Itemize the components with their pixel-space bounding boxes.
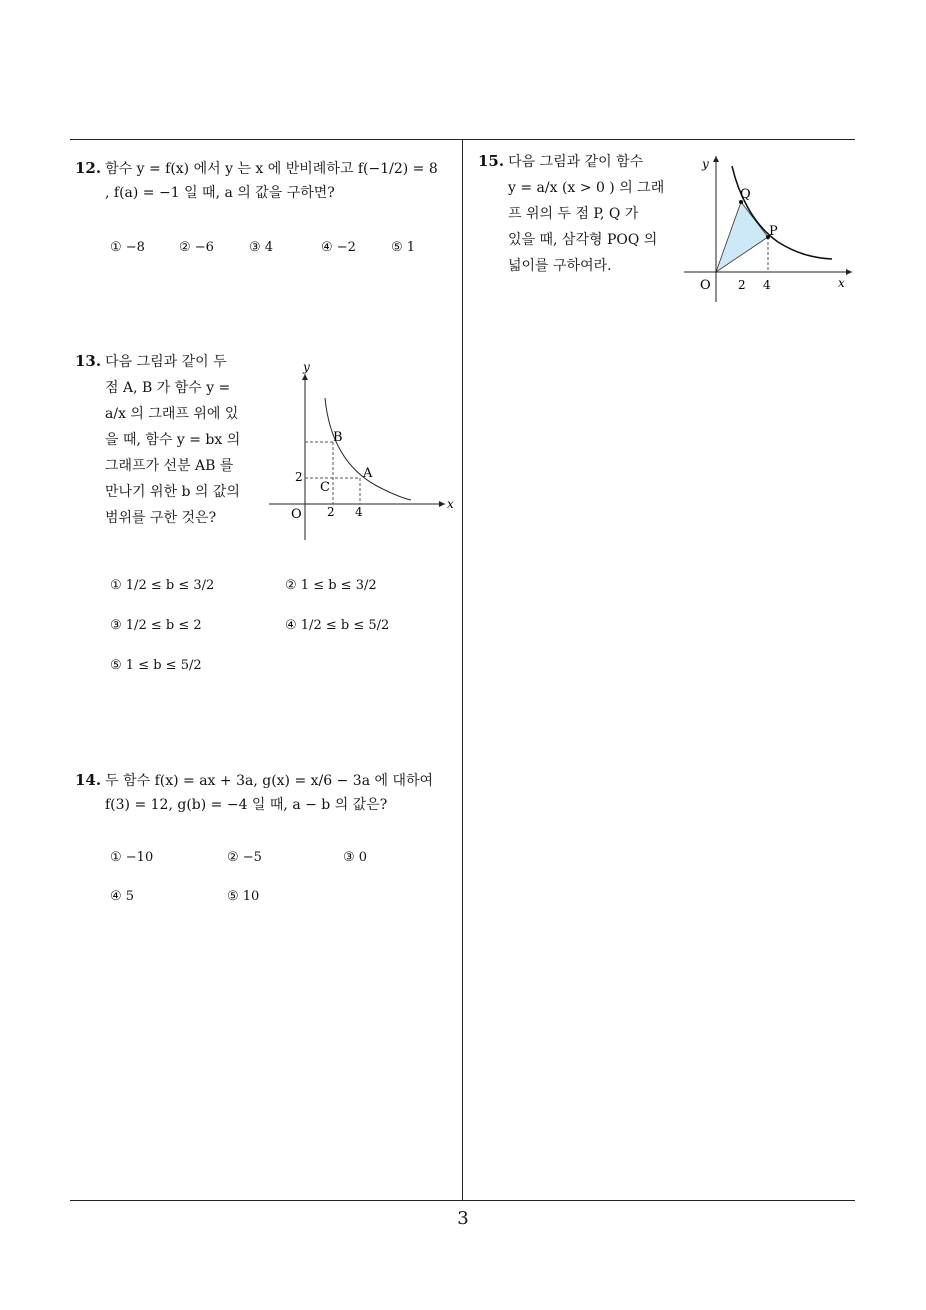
x-tick-4: 4 bbox=[763, 278, 771, 292]
page-number: 3 bbox=[457, 1208, 469, 1229]
question-number: 12. bbox=[75, 159, 102, 177]
choice-4[interactable]: ④ 5 bbox=[110, 889, 135, 904]
question-number: 15. bbox=[478, 152, 505, 170]
triangle-poq bbox=[716, 202, 768, 272]
choice-5[interactable]: ⑤ 10 bbox=[227, 889, 260, 904]
question-text-line2: , f(a) = −1 일 때, a 의 값을 구하면? bbox=[105, 185, 335, 201]
question-text-line: 만나기 위한 b 의 값의 bbox=[105, 484, 240, 500]
question-15 bbox=[478, 148, 673, 279]
question-text-line: 넓이를 구하여라. bbox=[508, 258, 612, 274]
point-p-label: P bbox=[769, 224, 778, 239]
choice-4[interactable]: ④ 1/2 ≤ b ≤ 5/2 bbox=[285, 618, 390, 633]
question-text-line: y = a/x (x > 0 ) 의 그래 bbox=[508, 180, 665, 196]
x-tick-4: 4 bbox=[355, 505, 363, 519]
origin-label: O bbox=[700, 278, 711, 293]
question-text-line: 그래프가 선분 AB 를 bbox=[105, 458, 234, 474]
choice-2[interactable]: ② −6 bbox=[179, 240, 214, 255]
choice-2[interactable]: ② −5 bbox=[227, 850, 262, 865]
choice-1[interactable]: ① 1/2 ≤ b ≤ 3/2 bbox=[110, 578, 215, 593]
question-text-line1: 두 함수 f(x) = ax + 3a, g(x) = x/6 − 3a 에 대하여 bbox=[105, 773, 434, 789]
question-text-line2: f(3) = 12, g(b) = −4 일 때, a − b 의 값은? bbox=[105, 797, 388, 813]
question-text-line: 다음 그림과 같이 함수 bbox=[508, 154, 644, 170]
choice-3[interactable]: ③ 4 bbox=[249, 240, 274, 255]
y-axis-label: y bbox=[303, 360, 310, 374]
choice-5[interactable]: ⑤ 1 bbox=[391, 240, 416, 255]
question-text-line: 범위를 구한 것은? bbox=[105, 510, 217, 526]
origin-label: O bbox=[291, 507, 302, 522]
question-number: 14. bbox=[75, 771, 102, 789]
point-q-label: Q bbox=[740, 187, 751, 202]
x-tick-2: 2 bbox=[327, 505, 335, 519]
q13-graph bbox=[267, 360, 457, 545]
point-c-label: C bbox=[320, 480, 330, 495]
choice-3[interactable]: ③ 1/2 ≤ b ≤ 2 bbox=[110, 618, 202, 633]
choice-5[interactable]: ⑤ 1 ≤ b ≤ 5/2 bbox=[110, 658, 202, 673]
column-divider bbox=[462, 139, 463, 1200]
choice-1[interactable]: ① −10 bbox=[110, 850, 154, 865]
question-text-line: 다음 그림과 같이 두 bbox=[105, 354, 227, 370]
question-number: 13. bbox=[75, 352, 102, 370]
question-text-line: 프 위의 두 점 P, Q 가 bbox=[508, 206, 639, 222]
q15-graph bbox=[682, 152, 854, 304]
question-text-line: 점 A, B 가 함수 y = bbox=[105, 380, 231, 396]
y-axis-label: y bbox=[702, 157, 709, 171]
y-tick-2: 2 bbox=[295, 470, 303, 484]
bottom-rule bbox=[70, 1200, 855, 1201]
x-tick-2: 2 bbox=[738, 278, 746, 292]
x-axis-label: x bbox=[447, 497, 454, 511]
choice-3[interactable]: ③ 0 bbox=[343, 850, 368, 865]
choice-2[interactable]: ② 1 ≤ b ≤ 3/2 bbox=[285, 578, 377, 593]
choice-1[interactable]: ① −8 bbox=[110, 240, 145, 255]
choice-4[interactable]: ④ −2 bbox=[321, 240, 356, 255]
point-a-label: A bbox=[363, 466, 373, 481]
point-b-label: B bbox=[333, 430, 343, 445]
curve bbox=[325, 398, 411, 500]
question-text-line: a/x 의 그래프 위에 있 bbox=[105, 406, 239, 422]
question-text-line1: 함수 y = f(x) 에서 y 는 x 에 반비례하고 f(−1/2) = 8 bbox=[105, 161, 438, 177]
question-text-line: 있을 때, 삼각형 POQ 의 bbox=[508, 232, 658, 248]
question-text-line: 을 때, 함수 y = bx 의 bbox=[105, 432, 241, 448]
question-14 bbox=[75, 768, 460, 817]
question-12 bbox=[75, 156, 460, 205]
question-13 bbox=[75, 348, 255, 531]
x-axis-label: x bbox=[838, 276, 845, 290]
